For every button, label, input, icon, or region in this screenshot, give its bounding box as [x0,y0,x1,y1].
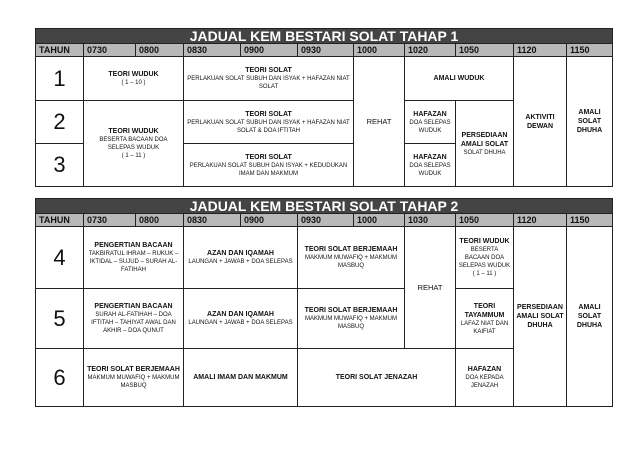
rehat-cell: REHAT [405,227,456,349]
header-cell: 0830 [184,44,241,57]
year-cell: 4 [36,227,84,289]
cell-heading: TEORI SOLAT BERJEMAAH [304,307,398,314]
aktiviti-dewan-cell: AKTIVITI DEWAN [514,57,567,187]
cell-detail: BESERTA BACAAN DOA SELEPAS WUDUK [99,137,168,151]
header-cell: 1150 [567,44,613,57]
amali-wuduk-cell: AMALI WUDUK [405,57,514,101]
cell-detail: TAKBIRATUL IHRAM – RUKUK – IKTIDAL – SUJUD – SURAH AL-FATIHAH [88,251,179,273]
header-cell: TAHUN [36,214,84,227]
cell-detail: BESERTA BACAAN DOA SELEPAS WUDUK [458,247,511,269]
teori-wuduk-cell [84,101,184,187]
cell-detail: MAKMUM MUWAFIQ + MAKMUM MASBUQ [305,255,397,269]
cell-heading: TEORI TAYAMMUM [464,302,505,319]
cell-detail: LAUNGAN + JAWAB + DOA SELEPAS [188,320,293,326]
amali-solat-dhuha-cell: AMALI SOLAT DHUHA [567,57,613,187]
solat-berjemaah-cell [298,227,405,289]
cell-heading: TEORI SOLAT BERJEMAAH [304,246,398,253]
table-title: JADUAL KEM BESTARI SOLAT TAHAP 1 [36,29,613,44]
table-row [36,57,613,101]
cell-heading: TEORI SOLAT [245,153,292,161]
cell-detail: PERLAKUAN SOLAT SUBUH DAN ISYAK + HAFAZAN NIAT SOLAT [187,76,350,90]
hafazan-cell [456,349,514,407]
cell-heading: TEORI WUDUK [459,238,510,245]
teori-tayammum-cell [456,289,514,349]
amali-solat-dhuha-cell: AMALI SOLAT DHUHA [567,227,613,407]
year-cell: 2 [36,101,84,144]
solat-berjemaah-cell [298,289,405,349]
azan-iqamah-cell [184,289,298,349]
header-cell: 1050 [456,214,514,227]
schedule-table-tahap-2 [35,198,613,407]
cell-detail: ( 1 – 11 ) [472,271,497,277]
solat-berjemaah-cell [84,349,184,407]
header-cell: 0930 [298,214,354,227]
hafazan-cell [405,144,456,187]
teori-solat-cell [184,101,354,144]
cell-detail: PERLAKUAN SOLAT SUBUH DAN ISYAK + KEDUDUKAN IMAM DAN MAKMUM [189,162,348,177]
cell-detail: SURAH AL-FATIHAH – DOA IFTITAH – TAHIYAT AWAL DAN AKHIR – DOA QUNUT [91,312,176,334]
cell-heading: AZAN DAN IQAMAH [207,311,274,318]
cell-detail: LAUNGAN + JAWAB + DOA SELEPAS [188,259,293,265]
persediaan-cell: PERSEDIAAN AMALI SOLAT DHUHA [514,227,567,407]
header-cell: 1030 [405,214,456,227]
teori-wuduk-cell [456,227,514,289]
cell-heading: HAFAZAN [413,110,447,118]
cell-heading: PENGERTIAN BACAAN [94,242,173,249]
teori-wuduk-cell [84,57,184,101]
header-cell: 1150 [567,214,613,227]
cell-heading: HAFAZAN [467,366,502,373]
cell-heading: TEORI WUDUK [108,128,159,135]
header-cell: 1000 [354,44,405,57]
cell-heading: TEORI SOLAT [245,67,292,74]
cell-heading: TEORI WUDUK [108,71,159,78]
header-cell: TAHUN [36,44,84,57]
teori-solat-cell [184,144,354,187]
solat-jenazah-cell: TEORI SOLAT JENAZAH [298,349,456,407]
cell-detail: LAFAZ NIAT DAN KAIFIAT [460,320,509,335]
cell-detail: SOLAT DHUHA [463,149,506,156]
cell-heading: TEORI SOLAT [245,110,292,118]
teori-solat-cell [184,57,354,101]
cell-detail: DOA KEPADA JENAZAH [465,375,504,389]
year-cell: 5 [36,289,84,349]
header-cell: 0930 [298,44,354,57]
table-row [36,227,613,289]
header-cell: 0730 [84,44,136,57]
persediaan-cell [456,101,514,187]
pengertian-bacaan-cell [84,227,184,289]
header-cell: 1000 [354,214,405,227]
year-cell: 6 [36,349,84,407]
cell-detail: MAKMUM MUWAFIQ + MAKMUM MASBUQ [87,375,180,389]
year-cell: 1 [36,57,84,101]
schedule-table-tahap-1 [35,28,613,187]
cell-detail: DOA SELEPAS WUDUK [409,119,451,134]
cell-detail: PERLAKUAN SOLAT SUBUH DAN ISYAK + HAFAZAN NIAT SOLAT & DOA IFTITAH [187,119,350,134]
pengertian-bacaan-cell [84,289,184,349]
cell-detail: ( 1 – 11 ) [121,153,146,159]
table-title: JADUAL KEM BESTARI SOLAT TAHAP 2 [36,199,613,214]
header-cell: 0900 [241,44,298,57]
header-cell: 1120 [514,214,567,227]
hafazan-cell [405,101,456,144]
cell-heading: PENGERTIAN BACAAN [94,303,173,310]
cell-heading: TEORI SOLAT BERJEMAAH [87,366,180,373]
year-cell: 3 [36,144,84,187]
header-row [36,44,613,57]
header-cell: 1050 [456,44,514,57]
cell-detail: ( 1 – 10 ) [121,80,146,86]
amali-imam-makmum-cell: AMALI IMAM DAN MAKMUM [184,349,298,407]
header-cell: 1120 [514,44,567,57]
header-cell: 1020 [405,44,456,57]
header-cell: 0730 [84,214,136,227]
header-cell: 0800 [136,214,184,227]
header-cell: 0800 [136,44,184,57]
cell-detail: MAKMUM MUWAFIQ + MAKMUM MASBUQ [305,316,397,330]
header-cell: 0830 [184,214,241,227]
cell-heading: PERSEDIAAN AMALI SOLAT [460,131,509,148]
header-cell: 0900 [241,214,298,227]
cell-detail: DOA SELEPAS WUDUK [409,162,451,177]
header-row [36,214,613,227]
cell-heading: HAFAZAN [413,153,447,161]
azan-iqamah-cell [184,227,298,289]
cell-heading: AZAN DAN IQAMAH [207,250,274,257]
rehat-cell: REHAT [354,57,405,187]
